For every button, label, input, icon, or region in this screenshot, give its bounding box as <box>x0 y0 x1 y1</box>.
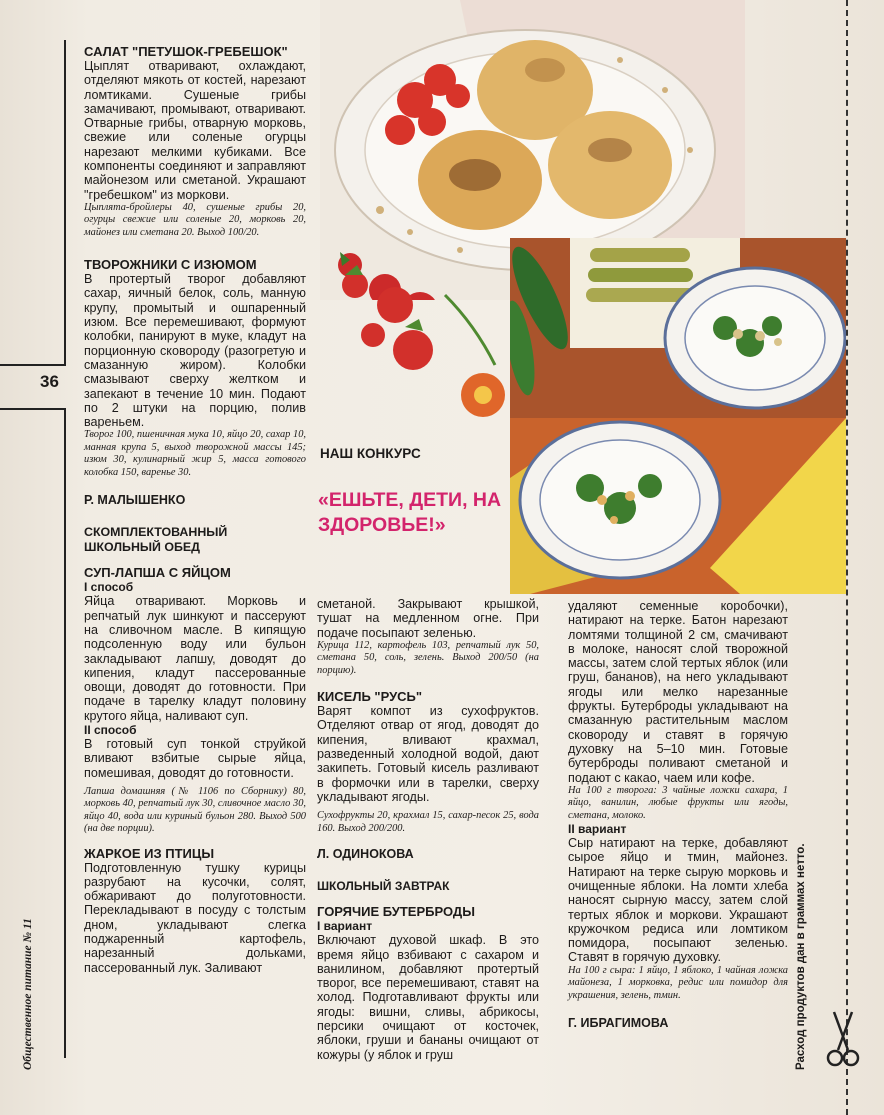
heading-hot-sandwiches: ГОРЯЧИЕ БУТЕРБРОДЫ <box>317 904 475 920</box>
sandwich-variant-2-label: II вариант <box>568 822 627 837</box>
ingredients-salad: Цыплята-бройлеры 40, сушеные грибы 20, огурцы свежие или соленые 20, морковь 20, майонез или сметана 20. Выход 100/20. <box>84 201 306 238</box>
contest-title: «ЕШЬТЕ, ДЕТИ, НА ЗДОРОВЬЕ!» <box>318 489 502 536</box>
cut-line <box>846 0 848 1115</box>
ingredients-sandwich-2: На 100 г сыра: 1 яйцо, 1 яблоко, 1 чайная ложка майонеза, 1 морковка, редис или помидор для украшения, зелень, тмин. <box>568 964 788 1001</box>
text-soup-variant-1: Яйца отваривают. Морковь и репчатый лук шинкуют и пассеруют на сливочном масле. В кипящую подсоленную воду или бульон закладывают лапшу, доводят до кипения, кладут пассерованные овощи, доводят до готовности. При подаче в тарелку кладут половину крутого яйца, наливают суп. <box>84 594 306 723</box>
heading-salad: САЛАТ "ПЕТУШОК-ГРЕБЕШОК" <box>84 44 288 59</box>
author-odinokova: Л. ОДИНОКОВА <box>317 847 414 861</box>
ingredients-soup: Лапша домашняя (№ 1106 по Сборнику) 80, морковь 40, репчатый лук 30, сливочное масло 30, яйцо 40, вода или куриный бульон 280. Выход 500 (на две порции). <box>84 785 306 835</box>
netto-note-vertical: Расход продуктов дан в граммах нетто. <box>795 843 807 1070</box>
ingredients-kisel: Сухофрукты 20, крахмал 15, сахар-песок 25, вода 160. Выход 200/200. <box>317 810 539 834</box>
column-3 <box>568 599 788 1030</box>
text-zharkoe-cont: сметаной. Закрывают крышкой, тушат на медленном огне. При подаче посыпают зеленью. <box>317 597 539 640</box>
text-sandwich-variant-2: Сыр натирают на терке, добавляют сырое яйцо и тмин, майонез. Натирают на терке сырую морковь и очищенные яблоки. На ломти хлеба наносят сырную массу, затем слой тертых яблок и моркови. Украшают кружочком редиса или ломтиком помидора, посыпают зеленью. Ставят в горячую духовку. <box>568 836 788 965</box>
soup-variant-2-label: II способ <box>84 723 137 738</box>
ingredients-sandwich-1: На 100 г творога: 3 чайные ложки сахара, 1 яйцо, ванилин, любые фрукты или ягоды, сметана, молоко. <box>568 784 788 821</box>
text-zharkoe: Подготовленную тушку курицы разрубают на кусочки, солят, обжаривают до полуготовности. Перекладывают в посуду с толстым дном, укладывают слегка поджаренный картофель, нарезанный дольками, пассерованный лук. Заливают <box>84 860 306 975</box>
text-sandwich-cont: удаляют семенные коробочки), натирают на терке. Батон нарезают ломтями толщиной 2 см, смачивают в молоке, наносят слой творожной массы, затем слой тертых яблок (или груш, бананов), на него укладывают ягоды или мелко нарезанные фрукты. Бутерброды укладывают на смазанную растительным маслом сковороду и ставят в горячую духовку на 5–10 мин. Готовые бутерброды поливают сметаной и подают с какао, чаем или кофе. <box>568 599 788 785</box>
scissors-icon <box>826 1010 860 1070</box>
author-malyshenko: Р. МАЛЫШЕНКО <box>84 493 186 508</box>
heading-school-breakfast: ШКОЛЬНЫЙ ЗАВТРАК <box>317 879 450 894</box>
strawberries-decoration <box>325 255 515 425</box>
contest-label: НАШ КОНКУРС <box>320 446 421 461</box>
sandwich-variant-1-label: I вариант <box>317 919 373 934</box>
author-ibragimova: Г. ИБРАГИМОВА <box>568 1015 669 1030</box>
photo-salad-plates <box>510 238 846 594</box>
ingredients-tvorozhniki: Творог 100, пшеничная мука 10, яйцо 20, сахар 10, манная крупа 5, выход творожной массы 145; изюм 30, кулинарный жир 5, масса готового колобка 150, варенье 30. <box>84 429 306 478</box>
heading-zharkoe: ЖАРКОЕ ИЗ ПТИЦЫ <box>84 845 215 861</box>
heading-school-lunch: СКОМПЛЕКТОВАННЫЙ ШКОЛЬНЫЙ ОБЕД <box>84 525 228 555</box>
soup-variant-1-label: I способ <box>84 580 134 595</box>
heading-kisel: КИСЕЛЬ "РУСЬ" <box>317 689 423 705</box>
margin-rule-horizontal-1 <box>0 364 66 366</box>
text-soup-variant-2: В готовый суп тонкой струйкой вливают взбитые сырые яйца, помешивая, доводят до готовности. <box>84 737 306 780</box>
text-sandwich-variant-1: Включают духовой шкаф. В это время яйцо взбивают с сахаром и ванилином, добавляют протертый творог, все перемешивают, ставят на холод. Подготавливают фрукты или ягоды: вишни, сливы, абрикосы, персики очищают от косточек, яблоки, груши и бананы очищают от кожуры (у яблок и груш <box>317 933 539 1062</box>
heading-tvorozhniki: ТВОРОЖНИКИ С ИЗЮМОМ <box>84 257 257 273</box>
text-tvorozhniki: В протертый творог добавляют сахар, яичный белок, соль, манную крупу, промытый и ошпаренный изюм. Все перемешивают, формуют колобки, панируют в муке, кладут на порционную сковороду (разогретую и смазанную жиром). Колобки смазывают сверху желтком и запекают в течение 10 мин. Подают по 2 штуки на порцию, полив вареньем. <box>84 272 306 430</box>
text-kisel: Варят компот из сухофруктов. Отделяют отвар от ягод, доводят до кипения, вливают крахмал, разведенный холодной водой, дают закипеть. Готовый кисель разливают в формочки или в тарелки, сверху укладывают ягоды. <box>317 704 539 804</box>
text-salad: Цыплят отваривают, охлаждают, отделяют мякоть от костей, нарезают ломтиками. Сушеные грибы замачивают, промывают, отваривают. Отварные грибы, отварную морковь, свежие или соленые огурцы нарезают мелкими кубиками. Все компоненты соединяют и заправляют майонезом или сметаной. Украшают "гребешком" из моркови. <box>84 59 306 202</box>
ingredients-zharkoe: Курица 112, картофель 103, репчатый лук 50, сметана 50, соль, зелень. Выход 200/50 (на порцию). <box>317 639 539 676</box>
column-1 <box>84 44 306 975</box>
journal-title-vertical: Общественное питание № 11 <box>22 918 34 1070</box>
heading-soup: СУП-ЛАПША С ЯЙЦОМ <box>84 565 231 581</box>
margin-rule-top <box>64 40 66 365</box>
margin-rule-horizontal-2 <box>0 408 66 410</box>
page-number: 36 <box>40 372 59 391</box>
column-2 <box>317 597 539 1062</box>
margin-rule-bottom <box>64 408 66 1058</box>
